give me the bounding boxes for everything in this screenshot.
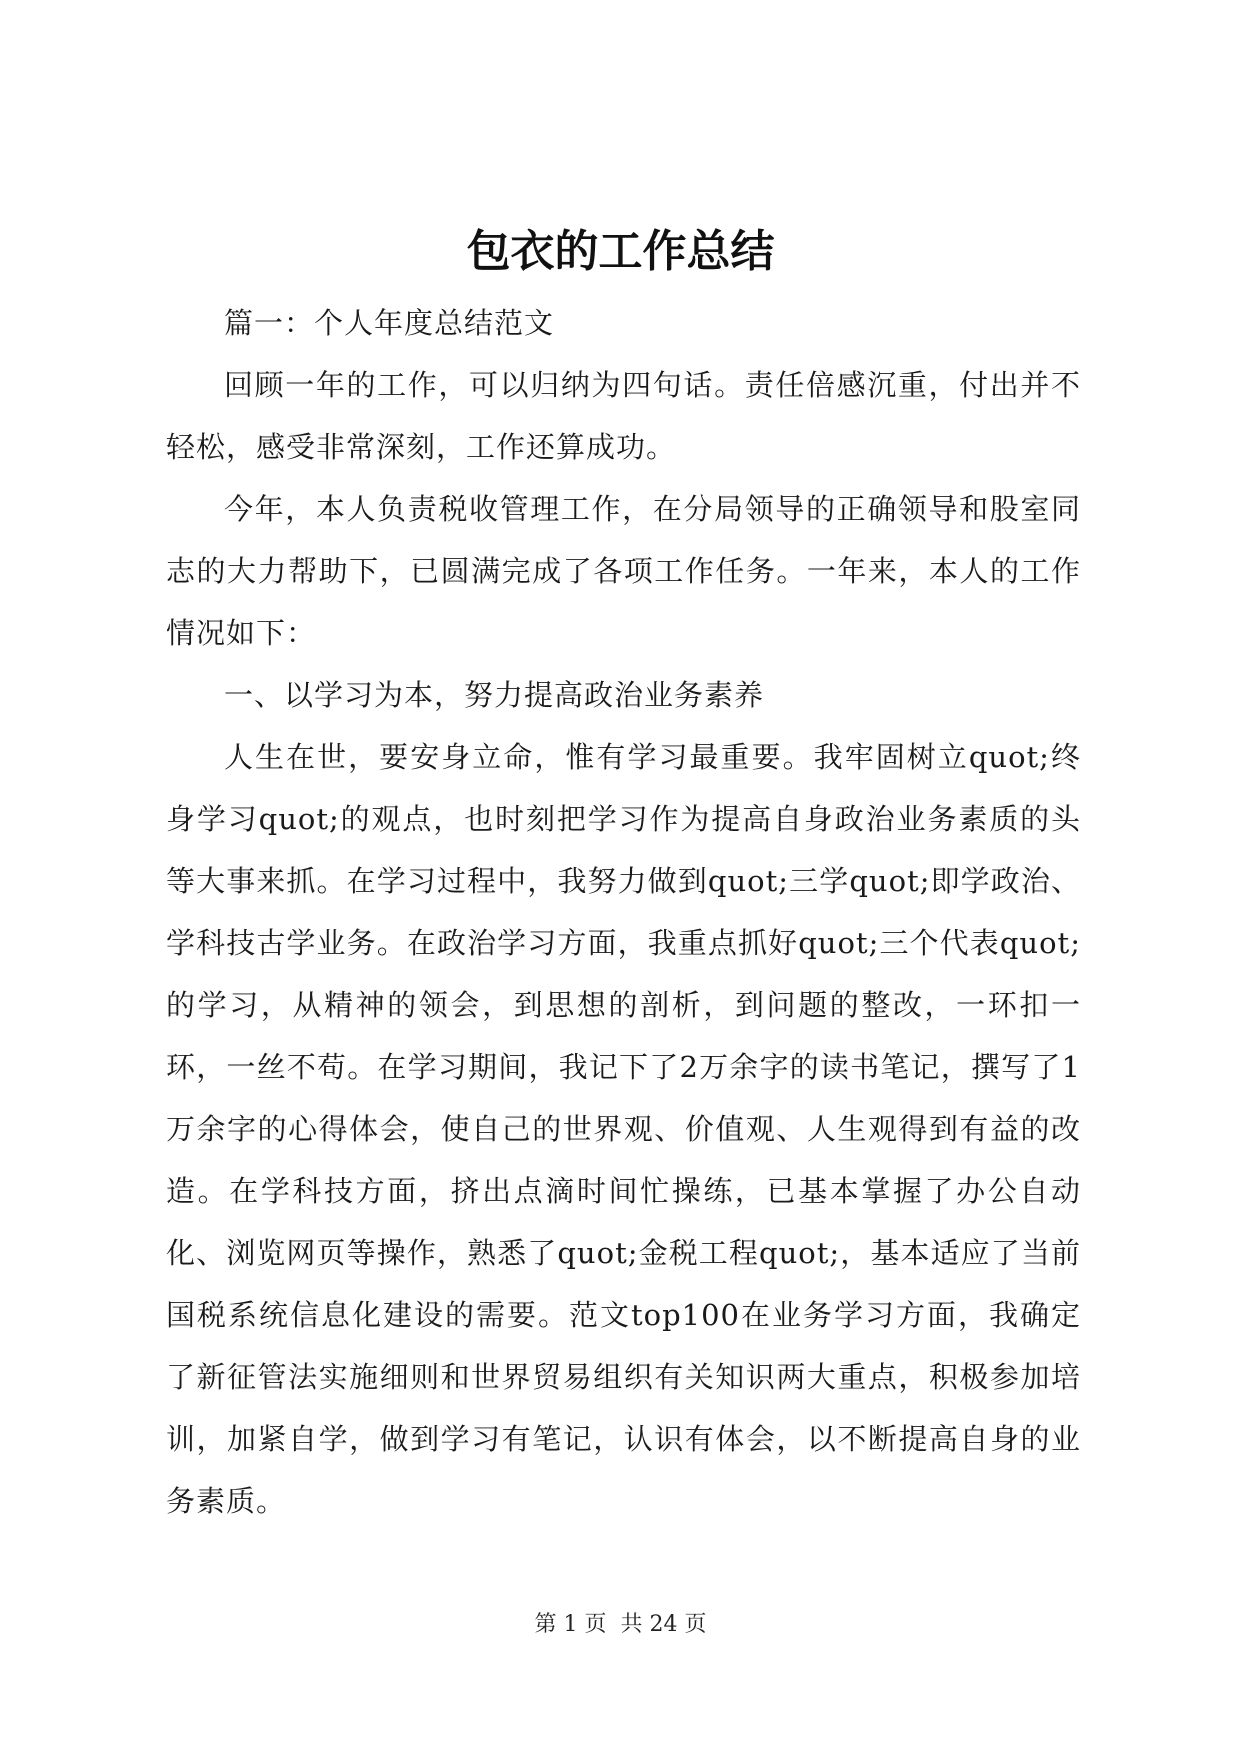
body-paragraph: 回顾一年的工作，可以归纳为四句话。责任倍感沉重，付出并不轻松，感受非常深刻，工作还算成功。 xyxy=(166,368,1081,464)
page-footer xyxy=(0,1610,1241,1640)
body-paragraph: 今年，本人负责税收管理工作，在分局领导的正确领导和股室同志的大力帮助下，已圆满完成了各项工作任务。一年来，本人的工作情况如下： xyxy=(166,492,1081,650)
document-body xyxy=(166,292,1081,1532)
document-title: 包衣的工作总结 xyxy=(466,226,775,277)
page-total: 共 24 页 xyxy=(620,1612,707,1637)
section-heading: 一、以学习为本，努力提高政治业务素养 xyxy=(224,678,765,712)
section-heading: 篇一：个人年度总结范文 xyxy=(224,306,555,340)
body-paragraph: 人生在世，要安身立命，惟有学习最重要。我牢固树立quot;终身学习quot;的观点，也时刻把学习作为提高自身政治业务素质的头等大事来抓。在学习过程中，我努力做到quot;三学quot;即学政治、学科技古学业务。在政治学习方面，我重点抓好quot;三个代表quot;的学习，从精神的领会，到思想的剖析，到问题的整改，一环扣一环，一丝不苟。在学习期间，我记下了2万余字的读书笔记，撰写了1万余字的心得体会，使自己的世界观、价值观、人生观得到有益的改造。在学科技方面，挤出点滴时间忙操练，已基本掌握了办公自动化、浏览网页等操作，熟悉了quot;金税工程quot;，基本适应了当前国税系统信息化建设的需要。范文top100在业务学习方面，我确定了新征管法实施细则和世界贸易组织有关知识两大重点，积极参加培训，加紧自学，做到学习有笔记，认识有体会，以不断提高自身的业务素质。 xyxy=(166,740,1081,1518)
page-number: 第 1 页 xyxy=(534,1612,607,1637)
